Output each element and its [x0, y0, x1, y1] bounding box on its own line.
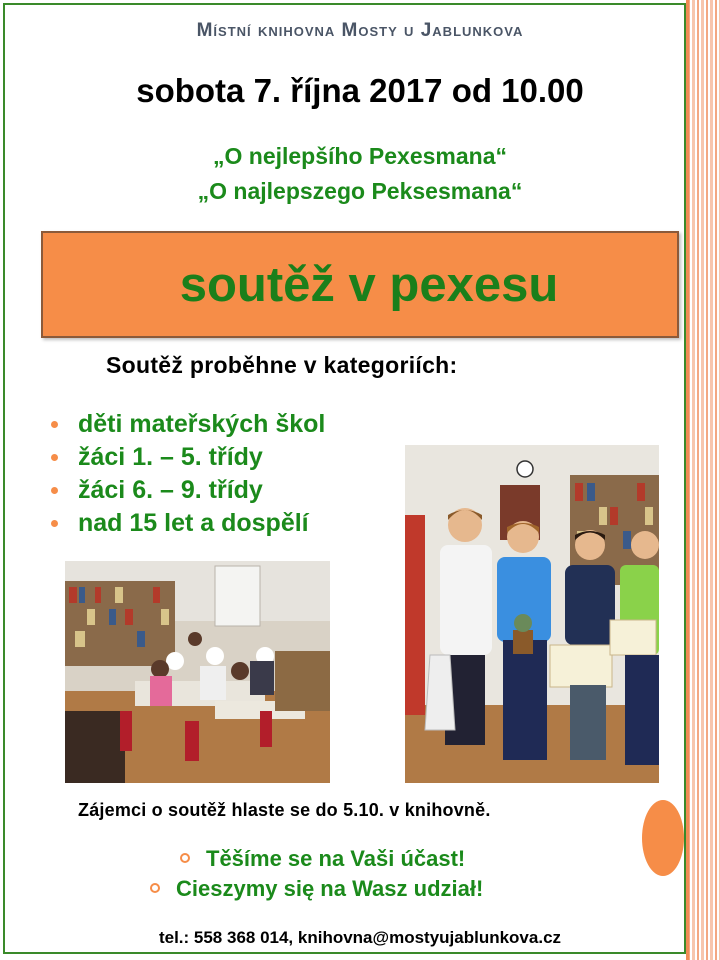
banner-text: soutěž v pexesu: [179, 257, 559, 312]
contact-info: tel.: 558 368 014, knihovna@mostyujablunkova.cz: [158, 928, 562, 947]
title-czech: „O nejlepšího Pexesmana“: [212, 143, 507, 169]
event-banner: [41, 231, 679, 338]
categories-list: [48, 408, 325, 540]
organization-name: Místní knihovna Mosty u Jablunkova: [196, 20, 524, 41]
category-item: nad 15 let a dospělí: [48, 507, 325, 540]
decorative-oval: [642, 800, 684, 876]
category-item: žáci 6. – 9. třídy: [48, 474, 325, 507]
event-date: sobota 7. října 2017 od 10.00: [136, 72, 584, 109]
wish-polish: Cieszymy się na Wasz udział!: [150, 876, 483, 902]
library-room-players-photo: [65, 561, 330, 783]
categories-heading: Soutěž proběhne v kategoriích:: [106, 352, 458, 378]
bullet-icon: [51, 421, 58, 428]
ring-bullet-icon: [150, 883, 160, 893]
decorative-stripes: [686, 0, 720, 960]
bullet-icon: [51, 454, 58, 461]
category-item: žáci 1. – 5. třídy: [48, 441, 325, 474]
ring-bullet-icon: [180, 853, 190, 863]
bullet-icon: [51, 520, 58, 527]
registration-note: Zájemci o soutěž hlaste se do 5.10. v knihovně.: [78, 800, 491, 820]
category-item: děti mateřských škol: [48, 408, 325, 441]
children-winners-photo: [405, 445, 659, 783]
wish-czech: Těšíme se na Vaši účast!: [180, 846, 465, 872]
title-polish: „O najlepszego Peksesmana“: [197, 178, 523, 204]
bullet-icon: [51, 487, 58, 494]
